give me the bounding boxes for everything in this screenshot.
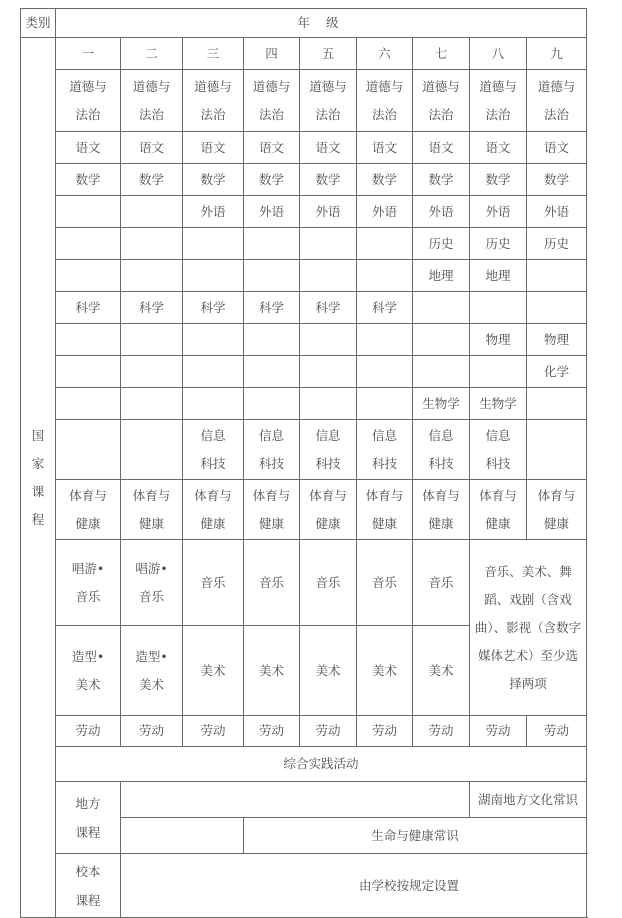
empty-cell [357,324,413,356]
subject-cell: 体育与 健康 [121,480,183,540]
subject-row-practice [21,747,587,782]
category-header: 类别 [21,9,56,38]
subject-row-history [21,228,587,260]
subject-cell: 生物学 [470,388,527,420]
empty-cell [183,260,244,292]
empty-cell [413,324,470,356]
empty-cell [244,260,300,292]
subject-cell: 数学 [244,164,300,196]
subject-cell: 道德与 法治 [183,70,244,132]
subject-cell: 劳动 [244,716,300,747]
grade-cell: 五 [300,38,357,70]
subject-cell: 音乐 [244,540,300,626]
subject-cell: 科学 [183,292,244,324]
empty-cell [56,388,121,420]
subject-cell: 化学 [527,356,587,388]
empty-cell [300,388,357,420]
subject-cell: 体育与 健康 [183,480,244,540]
subject-cell: 美术 [357,626,413,716]
subject-row-chinese [21,132,587,164]
subject-cell: 语文 [413,132,470,164]
arts-elective-cell: 音乐、美术、舞蹈、戏剧（含戏曲）、影视（含数字媒体艺术）至少选择两项 [470,540,587,716]
subject-cell: 科学 [56,292,121,324]
subject-cell: 历史 [470,228,527,260]
subject-cell: 外语 [183,196,244,228]
subject-cell: 信息 科技 [470,420,527,480]
hunan-culture-cell: 湖南地方文化常识 [470,782,587,818]
empty-cell [357,356,413,388]
subject-cell: 劳动 [470,716,527,747]
subject-cell: 劳动 [56,716,121,747]
subject-cell: 信息 科技 [244,420,300,480]
grade-header: 年 级 [56,9,587,38]
empty-cell [470,356,527,388]
subject-cell: 体育与 健康 [56,480,121,540]
subject-cell: 历史 [527,228,587,260]
subject-cell: 科学 [121,292,183,324]
subject-row-science [21,292,587,324]
subject-cell: 数学 [527,164,587,196]
subject-cell: 外语 [244,196,300,228]
empty-cell [121,356,183,388]
subject-cell: 数学 [183,164,244,196]
subject-cell: 数学 [413,164,470,196]
school-curriculum-label: 校本 课程 [56,854,121,918]
empty-cell [121,196,183,228]
subject-cell: 劳动 [183,716,244,747]
grade-cell: 六 [357,38,413,70]
subject-row-it [21,420,587,480]
subject-cell: 道德与 法治 [121,70,183,132]
subject-cell: 造型• 美术 [121,626,183,716]
subject-cell: 美术 [244,626,300,716]
empty-cell [56,228,121,260]
subject-cell: 信息 科技 [300,420,357,480]
empty-cell [527,260,587,292]
empty-cell [121,388,183,420]
subject-cell: 语文 [300,132,357,164]
grade-cell: 一 [56,38,121,70]
subject-row-foreign [21,196,587,228]
empty-cell [413,356,470,388]
subject-cell: 音乐 [300,540,357,626]
empty-cell [357,228,413,260]
subject-row-geography [21,260,587,292]
empty-cell [300,260,357,292]
subject-row-labor [21,716,587,747]
practice-cell: 综合实践活动 [56,747,587,782]
subject-cell: 科学 [244,292,300,324]
subject-cell: 语文 [56,132,121,164]
empty-cell [244,228,300,260]
header-row [21,9,587,38]
subject-cell: 外语 [357,196,413,228]
grade-cell: 三 [183,38,244,70]
subject-cell: 道德与 法治 [527,70,587,132]
grade-cell: 八 [470,38,527,70]
empty-cell [244,356,300,388]
subject-cell: 信息 科技 [183,420,244,480]
subject-cell: 语文 [244,132,300,164]
empty-cell [357,388,413,420]
subject-cell: 语文 [357,132,413,164]
subject-cell: 体育与 健康 [244,480,300,540]
empty-cell [56,260,121,292]
school-setting-cell: 由学校按规定设置 [121,854,587,918]
subject-cell: 历史 [413,228,470,260]
empty-cell [183,324,244,356]
subject-cell: 音乐 [413,540,470,626]
subject-cell: 科学 [357,292,413,324]
empty-cell [470,292,527,324]
subject-cell: 体育与 健康 [300,480,357,540]
empty-cell [121,228,183,260]
empty-cell [121,260,183,292]
subject-cell: 语文 [527,132,587,164]
empty-cell [300,324,357,356]
school-row [21,854,587,918]
subject-cell: 美术 [183,626,244,716]
grade-row [21,38,587,70]
grade-cell: 四 [244,38,300,70]
subject-cell: 道德与 法治 [357,70,413,132]
subject-cell: 唱游• 音乐 [121,540,183,626]
local-curriculum-label: 地方 课程 [56,782,121,854]
subject-cell: 美术 [300,626,357,716]
national-curriculum-label: 国 家 课 程 [21,38,56,918]
subject-cell: 道德与 法治 [300,70,357,132]
grade-cell: 九 [527,38,587,70]
curriculum-table [20,8,587,918]
subject-row-chemistry [21,356,587,388]
subject-cell: 唱游• 音乐 [56,540,121,626]
empty-cell [121,324,183,356]
subject-row-music [21,540,587,626]
subject-cell: 外语 [470,196,527,228]
subject-cell: 道德与 法治 [470,70,527,132]
subject-cell: 信息 科技 [357,420,413,480]
grade-cell: 二 [121,38,183,70]
subject-cell: 体育与 健康 [357,480,413,540]
subject-cell: 生物学 [413,388,470,420]
subject-cell: 科学 [300,292,357,324]
empty-cell [121,420,183,480]
subject-cell: 道德与 法治 [56,70,121,132]
grade-cell: 七 [413,38,470,70]
subject-cell: 数学 [56,164,121,196]
empty-cell [300,228,357,260]
subject-cell: 外语 [413,196,470,228]
empty-cell [527,292,587,324]
subject-cell: 体育与 健康 [470,480,527,540]
subject-cell: 语文 [121,132,183,164]
subject-cell: 音乐 [357,540,413,626]
subject-cell: 劳动 [413,716,470,747]
subject-cell: 语文 [183,132,244,164]
subject-cell: 劳动 [300,716,357,747]
subject-cell: 信息 科技 [413,420,470,480]
empty-cell [413,292,470,324]
subject-cell: 地理 [413,260,470,292]
subject-cell: 道德与 法治 [244,70,300,132]
subject-row-math [21,164,587,196]
subject-cell: 数学 [357,164,413,196]
empty-cell [183,228,244,260]
subject-row-morality [21,70,587,132]
subject-row-physics [21,324,587,356]
subject-cell: 劳动 [121,716,183,747]
subject-cell: 音乐 [183,540,244,626]
local-row-1 [21,782,587,818]
subject-cell: 语文 [470,132,527,164]
empty-cell [300,356,357,388]
subject-row-pe [21,480,587,540]
subject-cell: 数学 [300,164,357,196]
subject-cell: 劳动 [527,716,587,747]
subject-cell: 造型• 美术 [56,626,121,716]
subject-cell: 外语 [527,196,587,228]
empty-cell [121,818,244,854]
life-health-cell: 生命与健康常识 [244,818,587,854]
subject-cell: 道德与 法治 [413,70,470,132]
empty-cell [56,420,121,480]
empty-cell [244,324,300,356]
empty-cell [183,388,244,420]
subject-cell: 体育与 健康 [413,480,470,540]
empty-cell [183,356,244,388]
subject-cell: 数学 [470,164,527,196]
subject-cell: 物理 [527,324,587,356]
subject-cell: 物理 [470,324,527,356]
subject-cell: 外语 [300,196,357,228]
empty-cell [527,420,587,480]
subject-cell: 数学 [121,164,183,196]
empty-cell [121,782,470,818]
subject-cell: 劳动 [357,716,413,747]
subject-cell: 体育与 健康 [527,480,587,540]
empty-cell [56,196,121,228]
subject-row-biology [21,388,587,420]
empty-cell [527,388,587,420]
empty-cell [357,260,413,292]
empty-cell [56,324,121,356]
empty-cell [56,356,121,388]
subject-cell: 地理 [470,260,527,292]
subject-cell: 美术 [413,626,470,716]
empty-cell [244,388,300,420]
